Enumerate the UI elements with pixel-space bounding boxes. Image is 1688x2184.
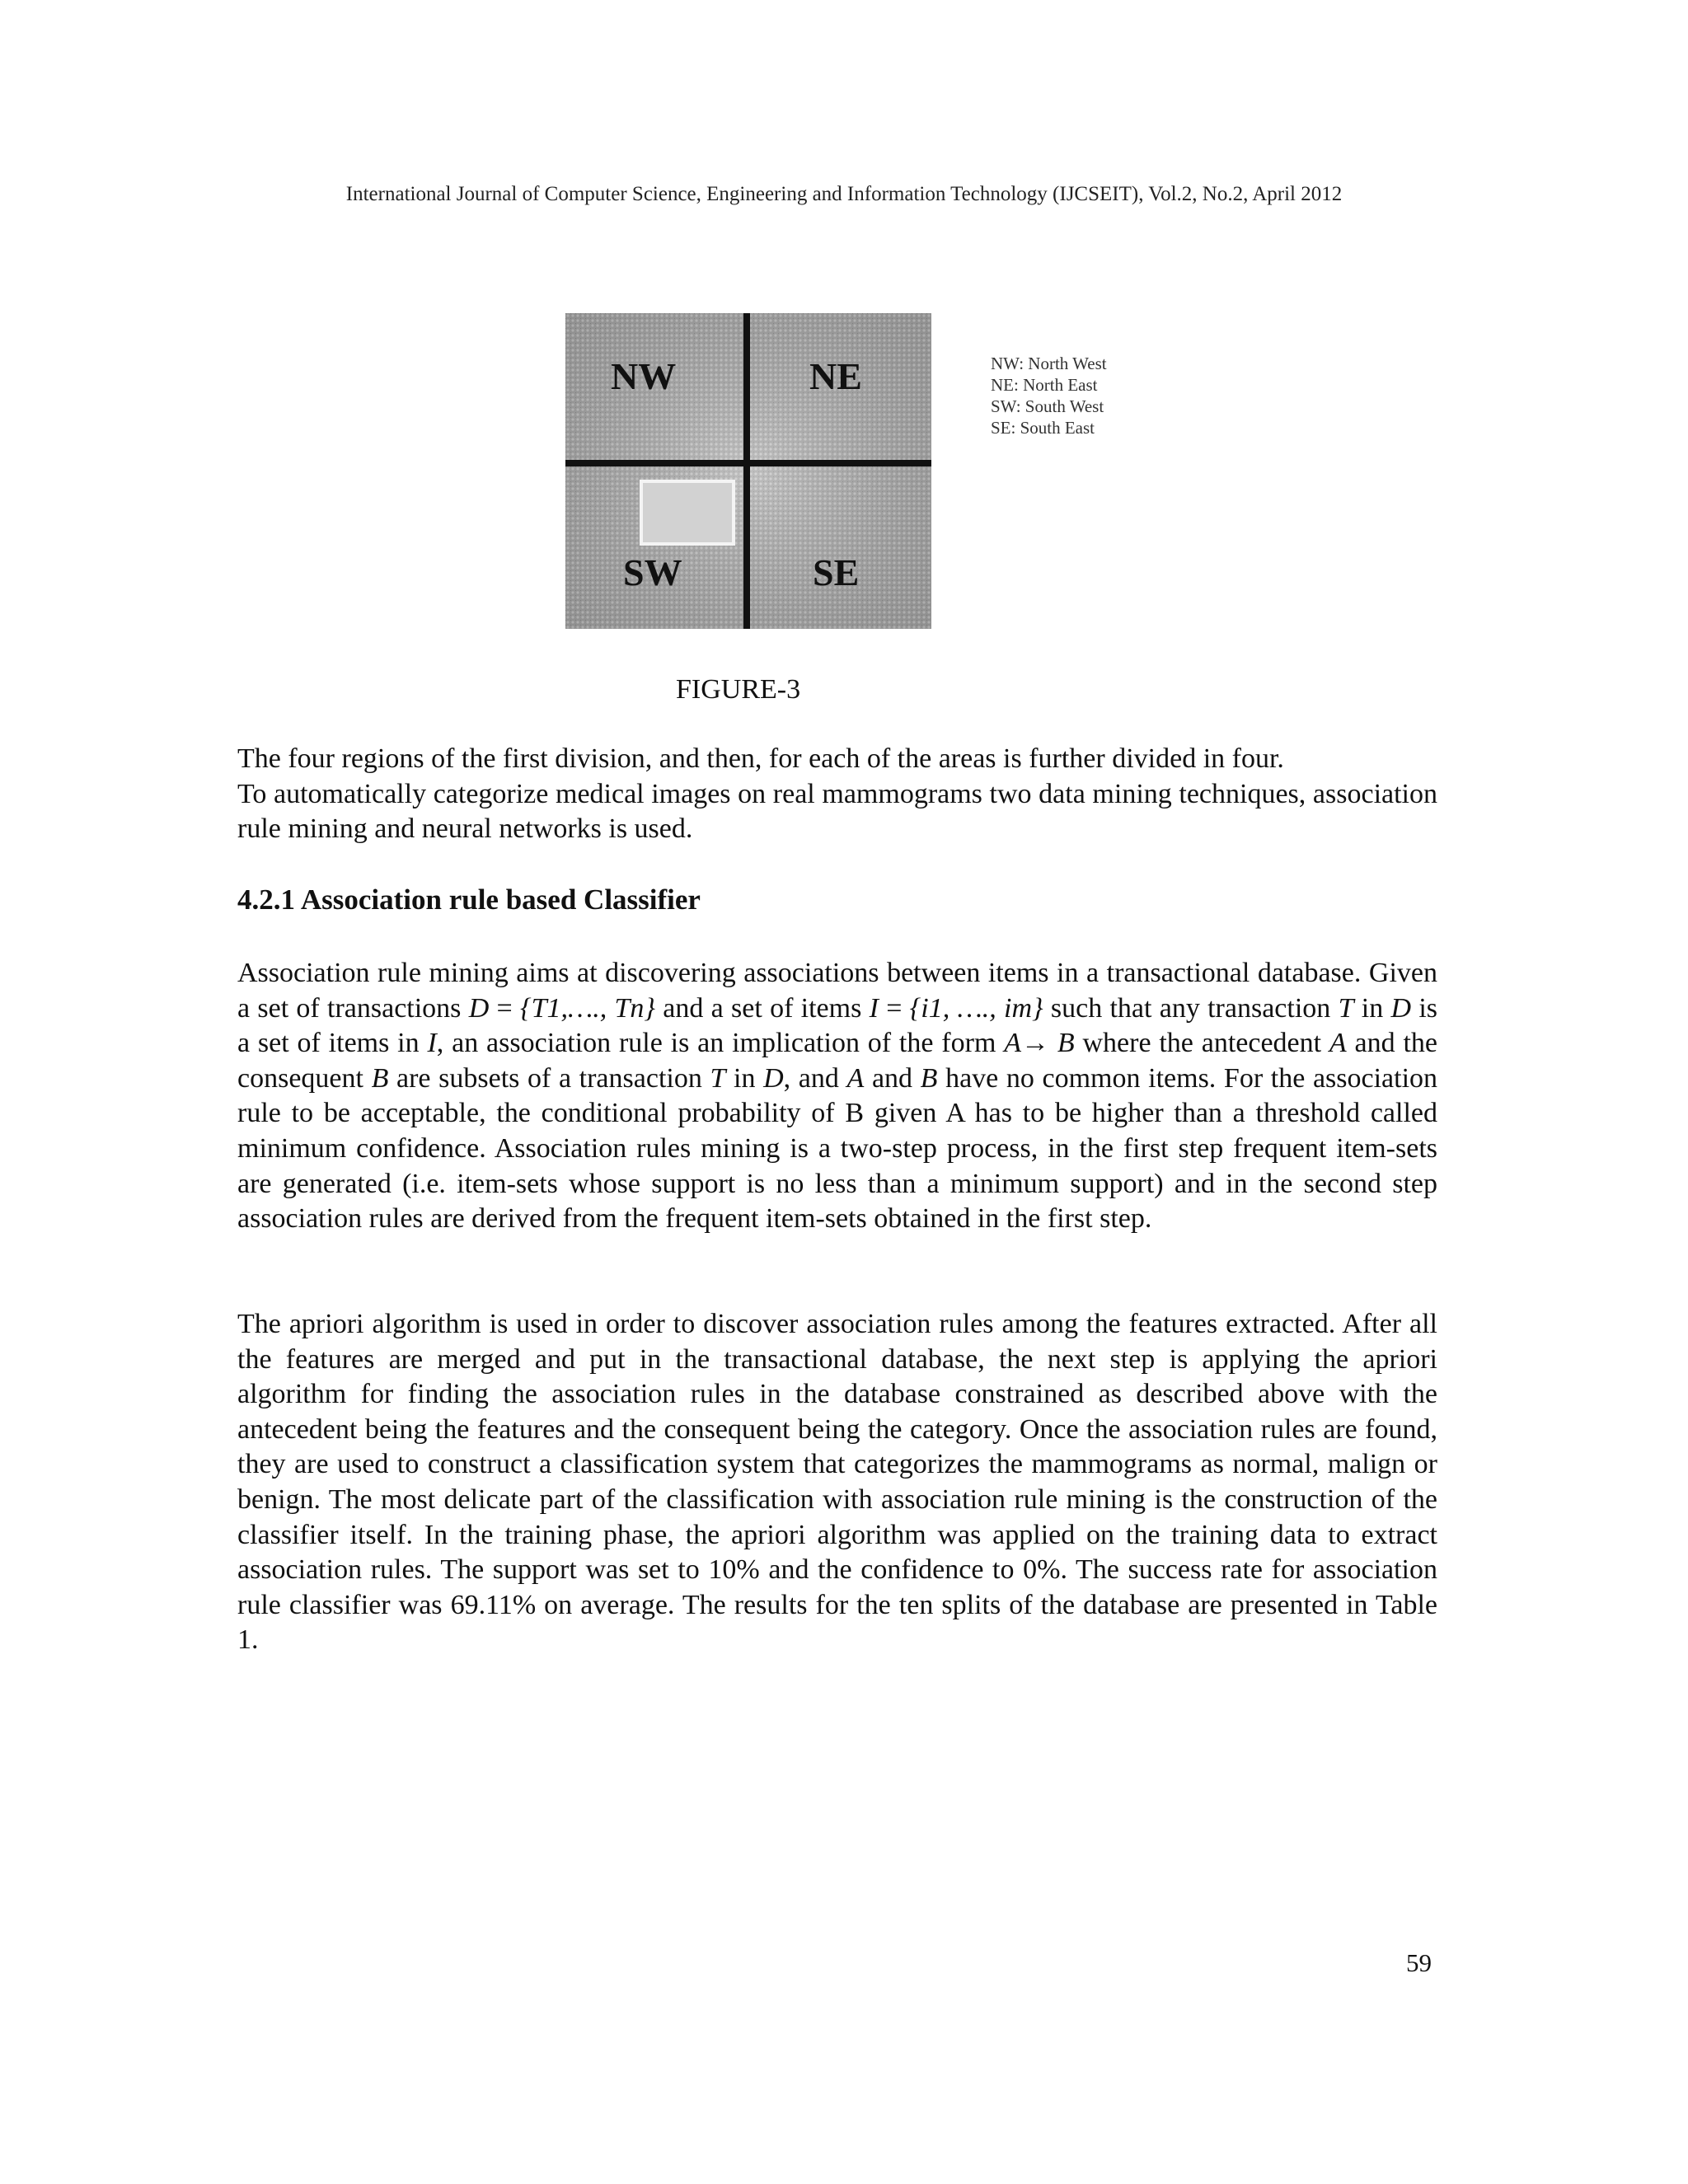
figure-caption: FIGURE-3	[676, 674, 801, 705]
running-header: International Journal of Computer Science, Engineering and Information Technology (IJCSEIT), Vol.2, No.2, April 2012	[345, 183, 1343, 205]
vertical-divider	[743, 313, 750, 629]
association-paragraph	[237, 956, 1437, 1237]
text-run: , an association rule is an implication of the form	[436, 1028, 1005, 1059]
math-symbol: B	[920, 1062, 938, 1094]
text-run: and	[864, 1062, 921, 1094]
legend-item: NE: North East	[991, 375, 1098, 395]
text-run: are subsets of a transaction	[388, 1062, 710, 1094]
math-symbol: D	[468, 992, 490, 1024]
roi-highlight-box	[641, 481, 734, 544]
section-title: Association rule based Classifier	[300, 883, 701, 916]
text-run: Association rule mining aims at discovering associations between items in a transactional database. Given a set of transactions	[237, 958, 1437, 1024]
legend-item: NW: North West	[991, 354, 1107, 373]
math-symbol: T	[1338, 992, 1354, 1024]
text-run: in	[725, 1062, 764, 1094]
implication-arrow: →	[1021, 1028, 1050, 1059]
legend-item: SW: South West	[991, 396, 1104, 416]
label-sw: SW	[623, 551, 682, 593]
math-symbol: {i1, …., im}	[909, 992, 1043, 1024]
math-symbol: {T1,…., Tn}	[519, 992, 656, 1024]
text-run: is a set of items in	[237, 992, 1438, 1059]
math-symbol: A	[846, 1062, 865, 1094]
legend-item: SE: South East	[991, 418, 1095, 438]
math-symbol: A	[1329, 1028, 1347, 1059]
label-ne: NE	[809, 355, 862, 397]
horizontal-divider	[565, 460, 931, 466]
math-symbol: D	[1390, 992, 1412, 1024]
intro-line: The four regions of the first division, and then, for each of the areas is further divided in four.	[237, 743, 1284, 774]
label-se: SE	[813, 551, 860, 593]
intro-paragraph	[237, 742, 1437, 847]
figure-legend	[991, 353, 1107, 438]
text-run: =	[489, 992, 520, 1024]
math-symbol: I	[869, 992, 879, 1024]
apriori-paragraph: The apriori algorithm is used in order to discover association rules among the features extracted. After all the features are merged and put in the transactional database, the next step is applying the apriori algorithm for finding the association rules in the database constrained as described above with the antecedent being the features and the consequent being the category. Once the association rules are found, they are used to construct a classification system that categorizes the mammograms as normal, malign or benign. The most delicate part of the classification with association rule mining is the construction of the classifier itself. In the training phase, the apriori algorithm was applied on the training data to extract association rules. The support was set to 10% and the confidence to 0%. The success rate for association rule classifier was 69.11% on average. The results for the ten splits of the database are presented in Table 1.	[237, 1309, 1437, 1656]
section-number: 4.2.1	[237, 883, 295, 916]
text-run: , and	[783, 1062, 847, 1094]
label-nw: NW	[611, 355, 677, 397]
page-number: 59	[1406, 1948, 1432, 1977]
text-run: =	[878, 992, 910, 1024]
text-run: where the antecedent	[1074, 1028, 1329, 1059]
text-run: have no common items. For the association rule to be acceptable, the conditional probability of B given A has to be higher than a threshold called minimum confidence. Association rules mining is a two-step process, in the first step frequent item-sets are generated (i.e. item-sets whose support is no less than a minimum support) and in the second step association rules are derived from the frequent item-sets obtained in the first step.	[237, 1062, 1438, 1235]
math-symbol: A	[1004, 1028, 1022, 1059]
math-symbol: D	[763, 1062, 784, 1094]
math-symbol: B	[1057, 1028, 1075, 1059]
math-symbol: B	[371, 1062, 389, 1094]
math-symbol: T	[710, 1062, 726, 1094]
text-run: and the consequent	[237, 1028, 1437, 1094]
text-run: and a set of items	[655, 992, 870, 1024]
math-symbol: I	[427, 1028, 437, 1059]
quadrant-figure-image	[565, 313, 931, 629]
text-run: such that any transaction	[1043, 992, 1339, 1024]
intro-line: To automatically categorize medical images on real mammograms two data mining techniques, association rule mining and neural networks is used.	[237, 778, 1437, 845]
text-run: in	[1353, 992, 1391, 1024]
quadrant-figure	[565, 313, 931, 629]
section-heading	[237, 883, 701, 916]
